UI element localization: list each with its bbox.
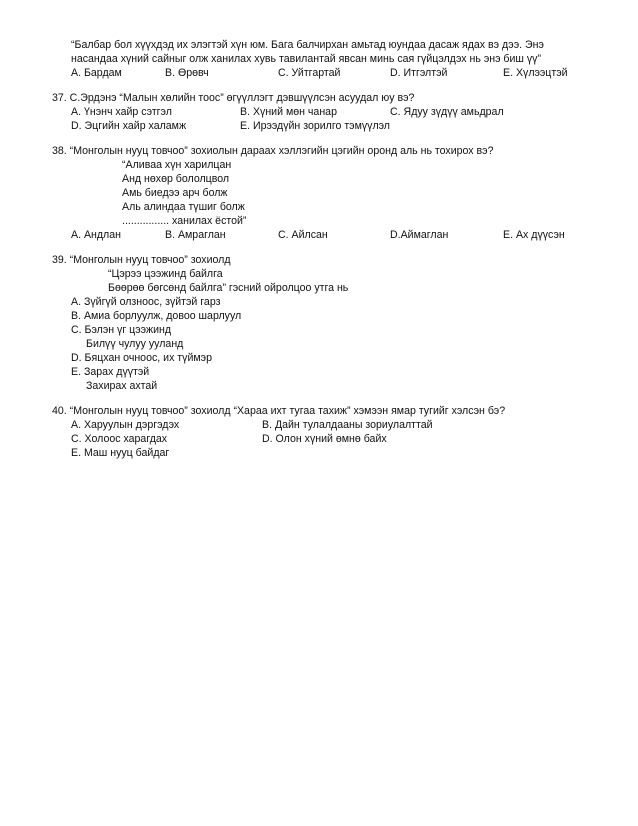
q38-poem-line-2: Анд нөхөр бололцвол	[122, 173, 230, 185]
q37-option-d: D. Эцгийн хайр халамж	[71, 120, 187, 132]
intro-option-d: D. Итгэлтэй	[390, 67, 448, 79]
q38-option-e: E. Ах дүүсэн	[503, 229, 565, 241]
intro-option-b: B. Өрөвч	[165, 67, 209, 79]
q40-option-e: E. Маш нууц байдаг	[71, 447, 170, 459]
q40-question: 40. “Монголын нууц товчоо” зохиолд “Хараа ихт тугаа тахиж” хэмээн ямар тугийг хэлсэн бэ?	[52, 405, 506, 417]
q39-option-a: A. Зүйгүй олзноос, зүйтэй гарз	[71, 296, 221, 308]
q39-quote-line-2: Бөөрөө бөгсөнд байлга” гэсний ойролцоо утга нь	[108, 282, 349, 294]
q39-option-e: E. Зарах дүүтэй	[71, 366, 150, 378]
q37-question: 37. С.Эрдэнэ “Малын хөлийн тоос” өгүүллэгт дэвшүүлсэн асуудал юу вэ?	[52, 92, 415, 104]
q38-option-b: B. Амраглан	[165, 229, 226, 241]
q40-option-d: D. Олон хүний өмнө байх	[262, 433, 387, 445]
intro-option-c: C. Уйтгартай	[278, 67, 341, 79]
q38-option-d: D.Аймаглан	[390, 229, 449, 241]
q37-option-e: E. Ирээдүйн зорилго тэмүүлэл	[240, 120, 390, 132]
intro-line-2: насандаа хүний сайныг олж ханилах хувь тавилантай явсан минь сая гүйцэлдэх нь энэ биш үү”	[71, 53, 541, 65]
q40-option-a: A. Харуулын дэргэдэх	[71, 419, 180, 431]
q39-option-e-cont: Захирах ахтай	[86, 380, 158, 392]
q40-option-b: B. Дайн тулалдааны зориулалттай	[262, 419, 433, 431]
q39-option-d: D. Бяцхан очноос, их түймэр	[71, 352, 212, 364]
q38-poem-line-3: Амь биедээ арч болж	[122, 187, 228, 199]
q38-option-a: A. Андлан	[71, 229, 121, 241]
intro-option-e: E. Хүлээцтэй	[503, 67, 568, 79]
q38-poem-line-5: ................ ханилах ёстой”	[122, 215, 247, 227]
q38-question: 38. “Монголын нууц товчоо” зохиолын дараах хэллэгийн цэгийн оронд аль нь тохирох вэ?	[52, 145, 494, 157]
q37-option-b: B. Хүний мөн чанар	[240, 106, 337, 118]
intro-line-1: “Балбар бол хүүхдэд их элэгтэй хүн юм. Бага балчирхан амьтад юундаа дасаж ядах вэ дээ. Энэ	[71, 39, 544, 51]
q39-option-c: C. Бэлэн үг цээжинд	[71, 324, 172, 336]
q38-poem-line-4: Аль алиндаа түшиг болж	[122, 201, 245, 213]
q39-quote-line-1: “Цэрээ цээжинд байлга	[108, 268, 223, 280]
q40-option-c: C. Холоос харагдах	[71, 433, 168, 445]
q38-option-c: C. Айлсан	[278, 229, 328, 241]
intro-option-a: A. Бардам	[71, 67, 122, 79]
q37-option-c: C. Ядуу зүдүү амьдрал	[390, 106, 504, 118]
q39-option-b: B. Амиа борлуулж, довоо шарлуул	[71, 310, 242, 322]
q38-poem-line-1: “Аливаа хүн харилцан	[122, 159, 232, 171]
q39-option-c-cont: Билүү чулуу ууланд	[86, 338, 184, 350]
q37-option-a: A. Үнэнч хайр сэтгэл	[71, 106, 172, 118]
q39-question: 39. “Монголын нууц товчоо” зохиолд	[52, 254, 231, 266]
